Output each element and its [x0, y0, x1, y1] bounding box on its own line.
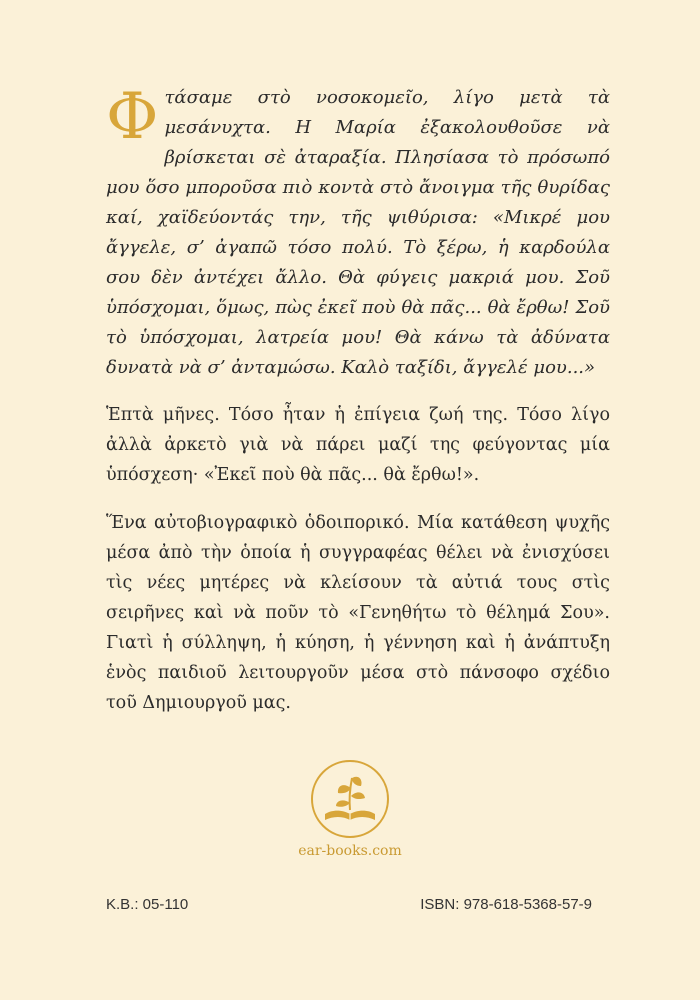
- isbn: ISBN: 978-618-5368-57-9: [420, 896, 592, 913]
- catalog-code: Κ.Β.: 05-110: [106, 896, 189, 913]
- intro-text: τάσαμε στὸ νοσοκομεῖο, λίγο μετὰ τὰ μεσάνυχτα. Η Μαρία ἐξακολουθοῦσε νὰ βρίσκεται σὲ ἀταραξία. Πλησίασα τὸ πρόσωπό μου ὅσο μποροῦσα πιὸ κοντὰ στὸ ἄνοιγμα τῆς θυρίδας καί, χαϊδεύοντάς την, τῆς ψιθύρισα: «Μικρέ μου ἄγγελε, σ’ ἀγαπῶ τόσο πολύ. Τὸ ξέρω, ἡ καρδούλα σου δὲν ἀντέχει ἄλλο. Θὰ φύγεις μακριά μου. Σοῦ ὑπόσχομαι, ὅμως, πὼς ἐκεῖ ποὺ θὰ πᾶς... θὰ ἔρθω! Σοῦ τὸ ὑπόσχομαι, λατρεία μου! Θὰ κάνω τὰ ἀδύνατα δυνατὰ νὰ σ’ ἀνταμώσω. Καλὸ ταξίδι, ἄγγελέ μου...»: [106, 87, 610, 378]
- drop-cap: Φ: [106, 80, 159, 154]
- description-paragraph: Ἕνα αὐτοβιογραφικὸ ὁδοιπορικό. Μία κατάθεση ψυχῆς μέσα ἀπὸ τὴν ὁποία ἡ συγγραφέας θέλει νὰ ἐνισχύσει τὶς νέες μητέρες νὰ κλείσουν τὰ αὐτιά τους στὶς σειρῆνες καὶ νὰ ποῦν τὸ «Γενηθήτω τὸ θέλημά Σου». Γιατὶ ἡ σύλληψη, ἡ κύηση, ἡ γέννηση καὶ ἡ ἀνάπτυξη ἑνὸς παιδιοῦ λειτουργοῦν μέσα στὸ πάνσοφο σχέδιο τοῦ Δημιουργοῦ μας.: [106, 513, 610, 713]
- publisher-website: ear-books.com: [298, 843, 402, 859]
- intro-paragraph: [106, 80, 610, 383]
- summary-paragraph: Ἑπτὰ μῆνες. Τόσο ἦταν ἡ ἐπίγεια ζωή της. Τόσο λίγο ἀλλὰ ἀρκετὸ γιὰ νὰ πάρει μαζί της φεύγοντας μία ὑπόσχεση· «Ἐκεῖ ποὺ θὰ πᾶς... θὰ ἔρθω!».: [106, 405, 610, 485]
- open-book-plant-icon: [309, 758, 391, 840]
